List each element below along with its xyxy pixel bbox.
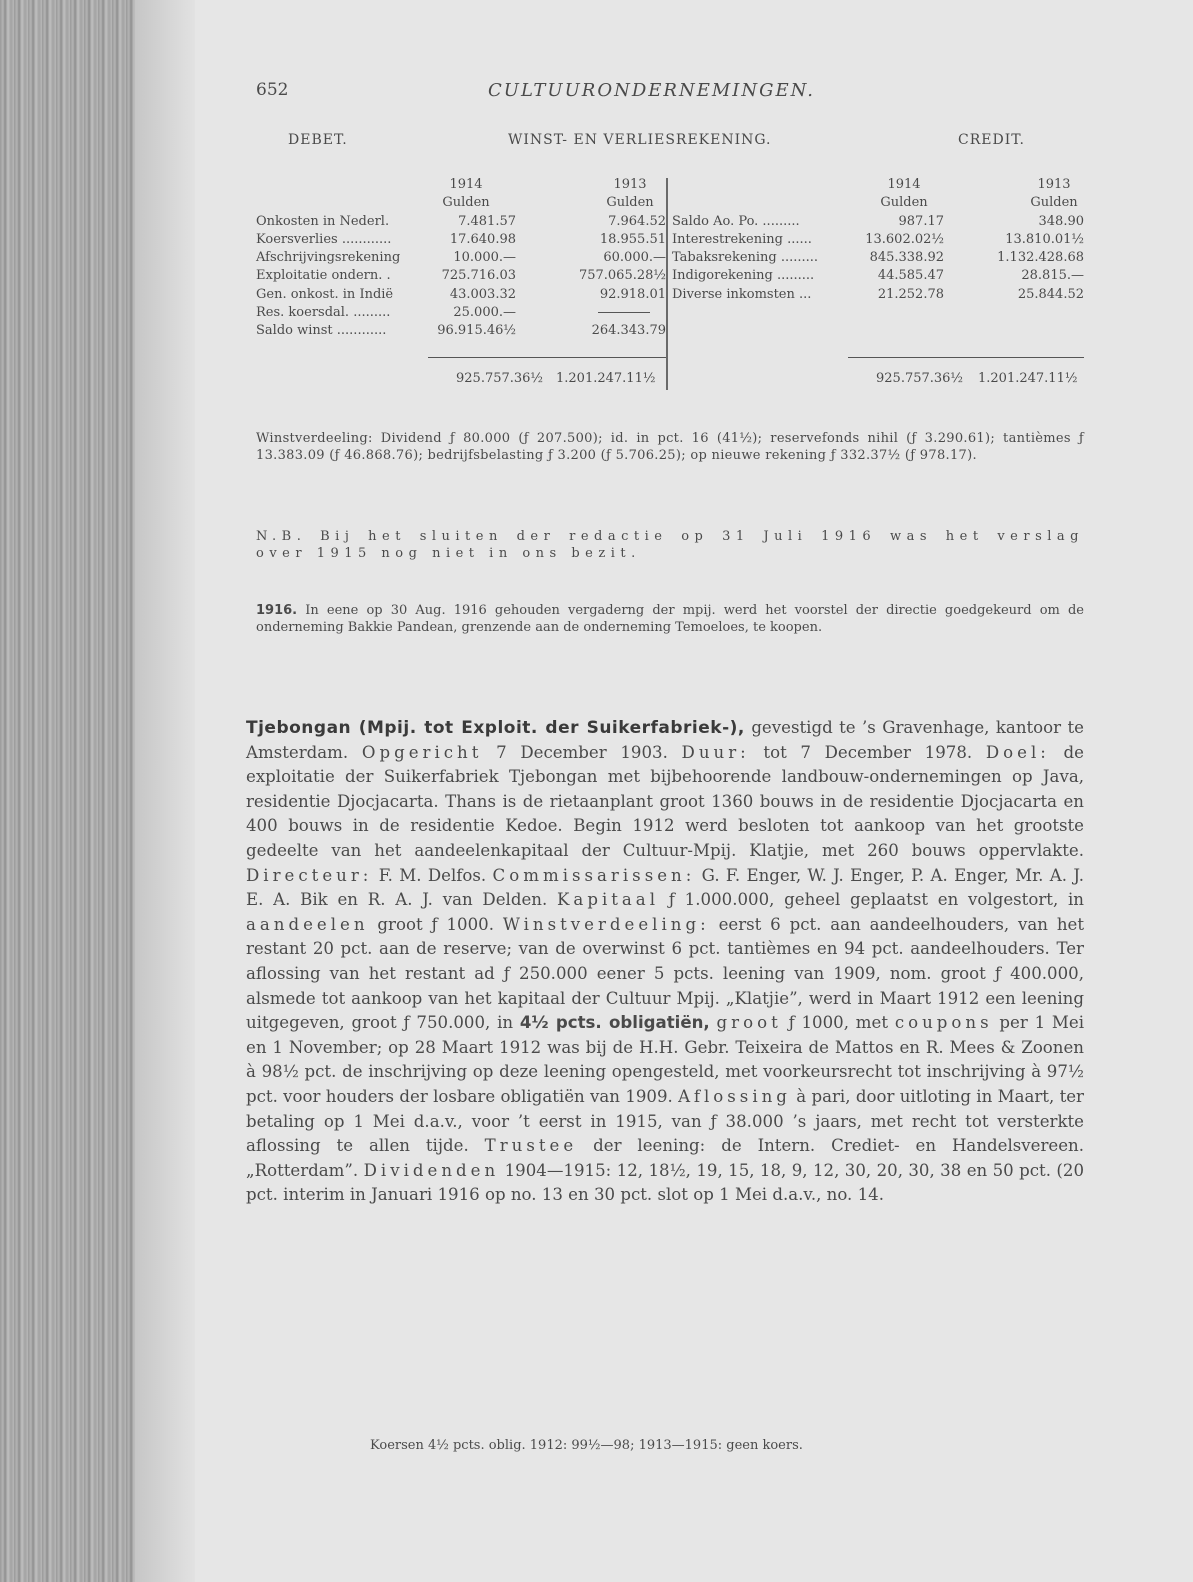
debit-total-1913: 1.201.247.11½ (556, 371, 656, 386)
value-1914: 10.000.— (453, 250, 516, 266)
value-1913: 18.955.51 (599, 231, 666, 247)
value-1914: 13.602.02½ (865, 231, 944, 247)
editorial-note: N.B. Bij het sluiten der redactie op 31 Juli 1916 was het verslag over 1915 nog niet in ons bezit. (256, 529, 1084, 561)
column-years (672, 176, 1084, 194)
entry-text: F. M. Delfos. (378, 865, 487, 885)
column-units (672, 194, 1084, 212)
credit-header: CREDIT. (958, 132, 1025, 148)
keyword-directeur: Directeur: (246, 865, 373, 885)
running-title: CULTUURONDERNEMINGEN. (488, 80, 815, 101)
keyword-commissarissen: Commissarissen: (492, 865, 696, 885)
entry-text: ƒ 1.000.000, geheel geplaatst en volgestort, in (668, 890, 1084, 910)
table-row (672, 249, 1084, 267)
row-label: Gen. onkost. in Indië (256, 286, 394, 302)
row-label: Res. koersdal. ......... (256, 305, 391, 321)
credit-total-1913: 1.201.247.11½ (978, 371, 1078, 386)
value-1914: 44.585.47 (877, 268, 944, 284)
keyword-trustee: Trustee (484, 1136, 578, 1156)
table-row (256, 249, 666, 267)
entry-text: groot ƒ 1000. (377, 914, 494, 934)
column-years (256, 176, 666, 194)
row-label: Saldo winst ............ (256, 323, 387, 339)
table-row (256, 213, 666, 231)
row-label: Onkosten in Nederl. (256, 213, 390, 229)
debit-total-rule (428, 357, 666, 358)
keyword-obligatien: 4½ pcts. obligatiën, (519, 1013, 710, 1033)
entry-text: 7 December 1903. (496, 742, 668, 762)
row-label: Saldo Ao. Po. ......... (672, 213, 800, 229)
keyword-aandeelen: aandeelen (246, 914, 369, 934)
entry-text: gevestigd te ’s Gravenhage, kantoor te Amsterdam. (246, 718, 1084, 762)
credit-total-rule (848, 357, 1084, 358)
bond-prices-note: Koersen 4½ pcts. oblig. 1912: 99½—98; 1913—1915: geen koers. (370, 1438, 803, 1453)
value-1913: 60.000.— (603, 250, 666, 266)
entry-text: de exploitatie der Suikerfabriek Tjebongan met bijbehoorende landbouw-ondernemingen op Java, residentie Djocjacarta. Thans is de rietaanplant groot 1360 bouws in de residentie Djocjacarta en 400 bouws in de residentie Kedoe. Begin 1912 werd besloten tot aankoop van het grootste gedeelte van het aandeelenkapitaal der Cultuur-Mpij. Klatjie, met 260 bouws oppervlakte. (246, 742, 1084, 860)
table-row (256, 304, 666, 322)
entry-text: eerst 6 pct. aan aandeelhouders, van het restant 20 pct. aan de reserve; van de overwinst 6 pct. tantièmes en 94 pct. aandeelhouders. Ter aflossing van het restant ad ƒ 250.000 eener 5 pcts. leening van 1909, nom. groot ƒ 400.000, alsmede tot aankoop van het kapitaal der Cultuur Mpij. „Klatjie”, werd in Maart 1912 een leening uitgegeven, groot ƒ 750.000, in (246, 914, 1085, 1033)
row-label: Koersverlies ............ (256, 231, 392, 247)
col-year-1913: 1913 (613, 177, 647, 192)
keyword-kapitaal: Kapitaal (557, 890, 660, 910)
table-row (672, 231, 1084, 249)
note-year: 1916. (256, 603, 298, 618)
keyword-coupons: coupons (894, 1013, 993, 1033)
keyword-dividenden: Dividenden (363, 1160, 500, 1180)
table-row (256, 286, 666, 304)
value-1913: 264.343.79 (591, 323, 666, 339)
col-year-1913: 1913 (1037, 177, 1071, 192)
col-unit: Gulden (1030, 195, 1078, 211)
credit-table (672, 176, 1084, 304)
table-row (256, 231, 666, 249)
col-unit: Gulden (880, 195, 928, 211)
value-1913: 25.844.52 (1017, 286, 1084, 302)
debit-total-1914: 925.757.36½ (456, 371, 544, 386)
value-1914: 21.252.78 (877, 286, 944, 302)
entry-text: à pari, door uitloting in Maart, ter betaling op 1 Mei d.a.v., voor ’t eerst in 1915, van ƒ 38.000 ’s jaars, met recht tot versterkte aflossing te allen tijde. (246, 1086, 1084, 1156)
row-label: Diverse inkomsten ... (672, 286, 812, 302)
col-year-1914: 1914 (449, 177, 483, 192)
company-title: Tjebongan (Mpij. tot Exploit. der Suikerfabriek-), (246, 718, 745, 738)
keyword-duur: Duur: (681, 742, 750, 762)
value-1914: 17.640.98 (449, 231, 516, 247)
account-title: WINST- EN VERLIESREKENING. (508, 132, 772, 148)
entry-text: per 1 Mei en 1 November; op 28 Maart 1912 was bij de H.H. Gebr. Teixeira de Mattos en R. Mees & Zoonen à 98½ pct. de inschrijving op deze leening opengesteld, met voorkeursrecht tot inschrijving à 97½ pct. voor houders der losbare obligatiën van 1909. (246, 1013, 1085, 1106)
table-divider (666, 178, 668, 390)
value-1914: 25.000.— (453, 305, 516, 321)
table-row (672, 267, 1084, 285)
row-label: Interestrekening ...... (672, 231, 812, 247)
table-row (256, 267, 666, 285)
empty-value-rule (598, 312, 650, 313)
table-row (672, 213, 1084, 231)
column-units (256, 194, 666, 212)
col-unit: Gulden (442, 195, 490, 211)
table-row (256, 322, 666, 340)
value-1914: 7.481.57 (458, 213, 516, 229)
debit-table (256, 176, 666, 341)
keyword-aflossing: Aflossing (678, 1086, 791, 1106)
col-year-1914: 1914 (887, 177, 921, 192)
value-1914: 987.17 (898, 213, 944, 229)
row-label: Indigorekening ......... (672, 268, 815, 284)
value-1914: 43.003.32 (449, 286, 516, 302)
keyword-winstverdeeling: Winstverdeeling: (502, 914, 710, 934)
note-1916 (256, 602, 1084, 636)
value-1913: 348.90 (1038, 213, 1084, 229)
row-label: Afschrijvingsrekening (256, 250, 401, 266)
entry-text: 1904—1915: 12, 18½, 19, 15, 18, 9, 12, 30, 20, 30, 38 en 50 pct. (20 pct. interim in Januari 1916 op no. 13 en 30 pct. slot op 1 Mei d.a.v., no. 14. (246, 1160, 1085, 1205)
value-1913: 757.065.28½ (578, 268, 666, 284)
keyword-opgericht: Opgericht (361, 742, 483, 762)
note-text: In eene op 30 Aug. 1916 gehouden vergaderng der mpij. werd het voorstel der directie goedgekeurd om de onderneming Bakkie Pandean, grenzende aan de onderneming Temoeloes, te koopen. (256, 603, 1084, 635)
entry-text: ƒ 1000, met (788, 1013, 889, 1033)
value-1913: 28.815.— (1021, 268, 1084, 284)
value-1913: 92.918.01 (599, 286, 666, 302)
table-row (672, 286, 1084, 304)
keyword-groot: groot (716, 1013, 782, 1033)
entry-text: tot 7 December 1978. (763, 742, 973, 762)
credit-total-1914: 925.757.36½ (876, 371, 964, 386)
value-1914: 725.716.03 (441, 268, 516, 284)
entry-text: G. F. Enger, W. J. Enger, P. A. Enger, Mr. A. J. E. A. Bik en R. A. J. van Delden. (246, 865, 1085, 910)
keyword-doel: Doel: (985, 742, 1050, 762)
value-1914: 845.338.92 (869, 250, 944, 266)
row-label: Tabaksrekening ......... (672, 250, 819, 266)
value-1913: 1.132.428.68 (997, 250, 1084, 266)
value-1914: 96.915.46½ (437, 323, 516, 339)
page-number: 652 (256, 80, 289, 100)
entry-text: der leening: de Intern. Crediet- en Handelsvereen. „Rotterdam”. (246, 1136, 1085, 1180)
profit-distribution: Winstverdeeling: Dividend ƒ 80.000 (ƒ 207.500); id. in pct. 16 (41½); reservefonds nihil (ƒ 3.290.61); tantièmes ƒ 13.383.09 (ƒ 46.868.76); bedrijfsbelasting ƒ 3.200 (ƒ 5.706.25); op nieuwe rekening ƒ 332.37½ (ƒ 978.17). (256, 431, 1084, 463)
debit-header: DEBET. (288, 132, 348, 148)
row-label: Exploitatie ondern. . (256, 268, 391, 284)
value-1913: 7.964.52 (608, 213, 666, 229)
company-entry (246, 716, 1084, 1208)
value-1913: 13.810.01½ (1005, 231, 1084, 247)
col-unit: Gulden (606, 195, 654, 211)
